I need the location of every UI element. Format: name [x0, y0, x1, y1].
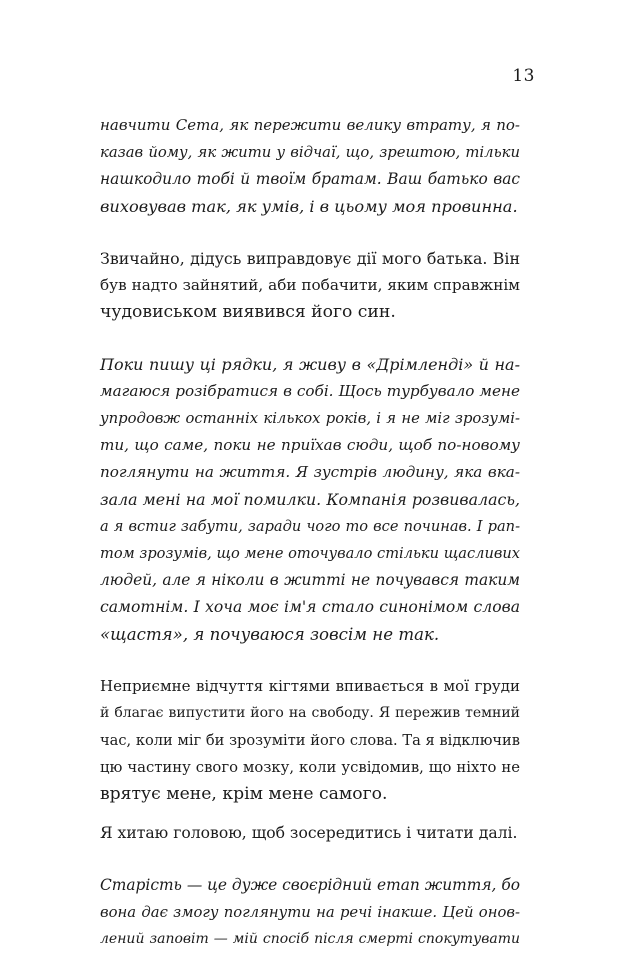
text-line: навчити Сета, як пережити велику втрату, я по-: [100, 116, 520, 134]
text-line: самотнім. І хоча моє ім'я стало синонімом слова: [100, 598, 520, 616]
text-line: вона дає змогу поглянути на речі інакше. Цей онов-: [100, 904, 520, 921]
text-line: магаюся розібратися в собі. Щось турбувало мене: [100, 382, 520, 400]
text-line: Звичайно, дідусь виправдовує дії мого батька. Він: [100, 249, 520, 268]
text-line: час, коли міг би зрозуміти його слова. Та я відключив: [100, 732, 520, 749]
narration-paragraph-2: [100, 673, 520, 808]
narration-paragraph-1: [100, 245, 520, 326]
text-line: чудовиськом виявився його син.: [100, 302, 396, 322]
page-text: [100, 112, 520, 953]
text-line: Я хитаю головою, щоб зосередитись і читати далі.: [100, 824, 518, 842]
text-line: Поки пишу ці рядки, я живу в «Дрімленді» й на-: [100, 355, 520, 374]
text-line: людей, але я ніколи в житті не почувався таким: [100, 571, 520, 589]
text-line: врятує мене, крім мене самого.: [100, 784, 388, 804]
narration-paragraph-3: [100, 820, 520, 847]
text-line: зала мені на мої помилки. Компанія розвивалась,: [100, 490, 520, 509]
page-number: 13: [512, 66, 535, 86]
text-line: а я встиг забути, заради чого то все починав. І рап-: [100, 518, 520, 535]
text-line: том зрозумів, що мене оточувало стільки щасливих: [100, 545, 520, 562]
text-line: був надто зайнятий, аби побачити, яким справжнім: [100, 276, 520, 294]
text-line: цю частину свого мозку, коли усвідомив, що ніхто не: [100, 759, 520, 776]
text-line: виховував так, як умів, і в цьому моя провинна.: [100, 197, 518, 216]
text-line: Старість — це дуже своєрідний етап життя, бо: [100, 876, 520, 894]
text-line: нашкодило тобі й твоїм братам. Ваш батько вас: [100, 170, 520, 188]
letter-excerpt-3: [100, 872, 520, 953]
letter-excerpt-2: [100, 351, 520, 648]
text-line: Неприємне відчуття кігтями впивається в мої груди: [100, 677, 520, 695]
letter-excerpt-1: [100, 112, 520, 220]
text-line: лений заповіт — мій спосіб після смерті спокутувати: [100, 931, 520, 947]
text-line: упродовж останніх кількох років, і я не міг зрозумі-: [100, 410, 520, 427]
text-line: казав йому, як жити у відчаї, що, зрештою, тільки: [100, 144, 520, 161]
text-line: поглянути на життя. Я зустрів людину, яка вка-: [100, 463, 520, 481]
text-line: ти, що саме, поки не приїхав сюди, щоб по-новому: [100, 436, 520, 454]
text-line: «щастя», я почуваюся зовсім не так.: [100, 625, 440, 644]
text-line: й благає випустити його на свободу. Я пережив темний: [100, 705, 520, 721]
